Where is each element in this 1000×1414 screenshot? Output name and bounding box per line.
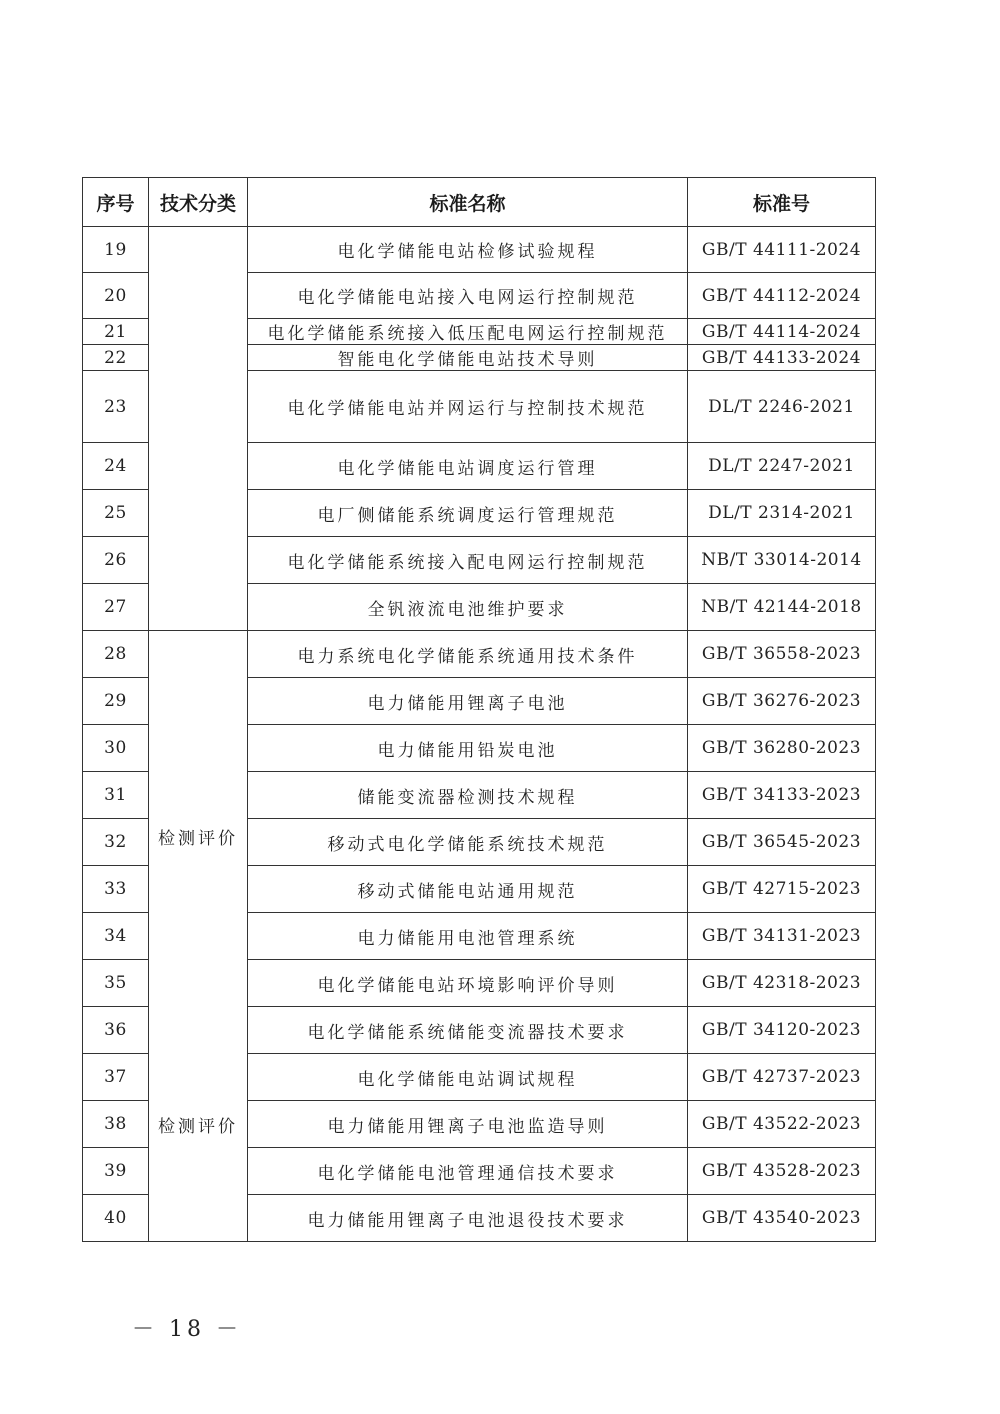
standard-code-cell: NB/T 42144-2018 [688, 584, 876, 631]
standard-name-cell: 电力储能用铅炭电池 [248, 725, 688, 772]
standard-code-cell: GB/T 36276-2023 [688, 678, 876, 725]
seq-cell: 40 [83, 1195, 149, 1242]
standard-name-cell: 移动式储能电站通用规范 [248, 866, 688, 913]
header-seq: 序号 [83, 178, 149, 227]
seq-cell: 39 [83, 1148, 149, 1195]
seq-cell: 25 [83, 490, 149, 537]
standard-code-cell: GB/T 43522-2023 [688, 1101, 876, 1148]
header-name: 标准名称 [248, 178, 688, 227]
standard-code-cell: GB/T 43540-2023 [688, 1195, 876, 1242]
standard-code-cell: GB/T 43528-2023 [688, 1148, 876, 1195]
seq-cell: 27 [83, 584, 149, 631]
standard-name-cell: 电化学储能电站检修试验规程 [248, 227, 688, 273]
category-cell-group-2 [149, 631, 248, 1242]
seq-cell: 35 [83, 960, 149, 1007]
standard-code-cell: GB/T 44111-2024 [688, 227, 876, 273]
standard-name-cell: 移动式电化学储能系统技术规范 [248, 819, 688, 866]
seq-cell: 19 [83, 227, 149, 273]
category-label: 检测评价 [158, 1117, 238, 1137]
standard-code-cell: GB/T 36558-2023 [688, 631, 876, 678]
seq-cell: 33 [83, 866, 149, 913]
standard-name-cell: 储能变流器检测技术规程 [248, 772, 688, 819]
standard-code-cell: DL/T 2246-2021 [688, 371, 876, 443]
standard-name-cell: 电化学储能系统接入配电网运行控制规范 [248, 537, 688, 584]
standard-code-cell: DL/T 2314-2021 [688, 490, 876, 537]
standard-code-cell: GB/T 42715-2023 [688, 866, 876, 913]
seq-cell: 36 [83, 1007, 149, 1054]
category-cell-group-1 [149, 227, 248, 631]
seq-cell: 23 [83, 371, 149, 443]
standard-name-cell: 电化学储能电池管理通信技术要求 [248, 1148, 688, 1195]
standard-code-cell: GB/T 44112-2024 [688, 273, 876, 319]
seq-cell: 24 [83, 443, 149, 490]
standard-code-cell: GB/T 36545-2023 [688, 819, 876, 866]
seq-cell: 26 [83, 537, 149, 584]
seq-cell: 30 [83, 725, 149, 772]
header-code: 标准号 [688, 178, 876, 227]
seq-cell: 21 [83, 319, 149, 345]
standard-code-cell: GB/T 44133-2024 [688, 345, 876, 371]
seq-cell: 22 [83, 345, 149, 371]
seq-cell: 20 [83, 273, 149, 319]
seq-cell: 32 [83, 819, 149, 866]
standard-name-cell: 电力系统电化学储能系统通用技术条件 [248, 631, 688, 678]
category-label: 检测评价 [158, 829, 238, 849]
standard-name-cell: 电力储能用锂离子电池 [248, 678, 688, 725]
standard-name-cell: 电化学储能电站调试规程 [248, 1054, 688, 1101]
standards-table [82, 177, 876, 1242]
standard-name-cell: 电化学储能系统储能变流器技术要求 [248, 1007, 688, 1054]
seq-cell: 31 [83, 772, 149, 819]
header-category: 技术分类 [149, 178, 248, 227]
standard-code-cell: GB/T 36280-2023 [688, 725, 876, 772]
table-row [83, 227, 876, 273]
standard-name-cell: 电力储能用电池管理系统 [248, 913, 688, 960]
standard-name-cell: 全钒液流电池维护要求 [248, 584, 688, 631]
seq-cell: 29 [83, 678, 149, 725]
standard-code-cell: NB/T 33014-2014 [688, 537, 876, 584]
standard-code-cell: GB/T 42737-2023 [688, 1054, 876, 1101]
seq-cell: 38 [83, 1101, 149, 1148]
standard-code-cell: GB/T 34120-2023 [688, 1007, 876, 1054]
standard-name-cell: 电力储能用锂离子电池退役技术要求 [248, 1195, 688, 1242]
standard-name-cell: 电力储能用锂离子电池监造导则 [248, 1101, 688, 1148]
page-number: － 18 － [132, 1317, 242, 1342]
standard-name-cell: 电化学储能电站调度运行管理 [248, 443, 688, 490]
standard-code-cell: GB/T 34131-2023 [688, 913, 876, 960]
table-row [83, 631, 876, 678]
seq-cell: 34 [83, 913, 149, 960]
standard-name-cell: 电化学储能系统接入低压配电网运行控制规范 [248, 319, 688, 345]
standard-code-cell: GB/T 34133-2023 [688, 772, 876, 819]
standard-code-cell: GB/T 42318-2023 [688, 960, 876, 1007]
standard-name-cell: 电化学储能电站并网运行与控制技术规范 [248, 371, 688, 443]
standard-name-cell: 电化学储能电站接入电网运行控制规范 [248, 273, 688, 319]
seq-cell: 37 [83, 1054, 149, 1101]
standard-name-cell: 电厂侧储能系统调度运行管理规范 [248, 490, 688, 537]
seq-cell: 28 [83, 631, 149, 678]
standard-name-cell: 智能电化学储能电站技术导则 [248, 345, 688, 371]
standard-name-cell: 电化学储能电站环境影响评价导则 [248, 960, 688, 1007]
table-header-row [83, 178, 876, 227]
standard-code-cell: GB/T 44114-2024 [688, 319, 876, 345]
standard-code-cell: DL/T 2247-2021 [688, 443, 876, 490]
